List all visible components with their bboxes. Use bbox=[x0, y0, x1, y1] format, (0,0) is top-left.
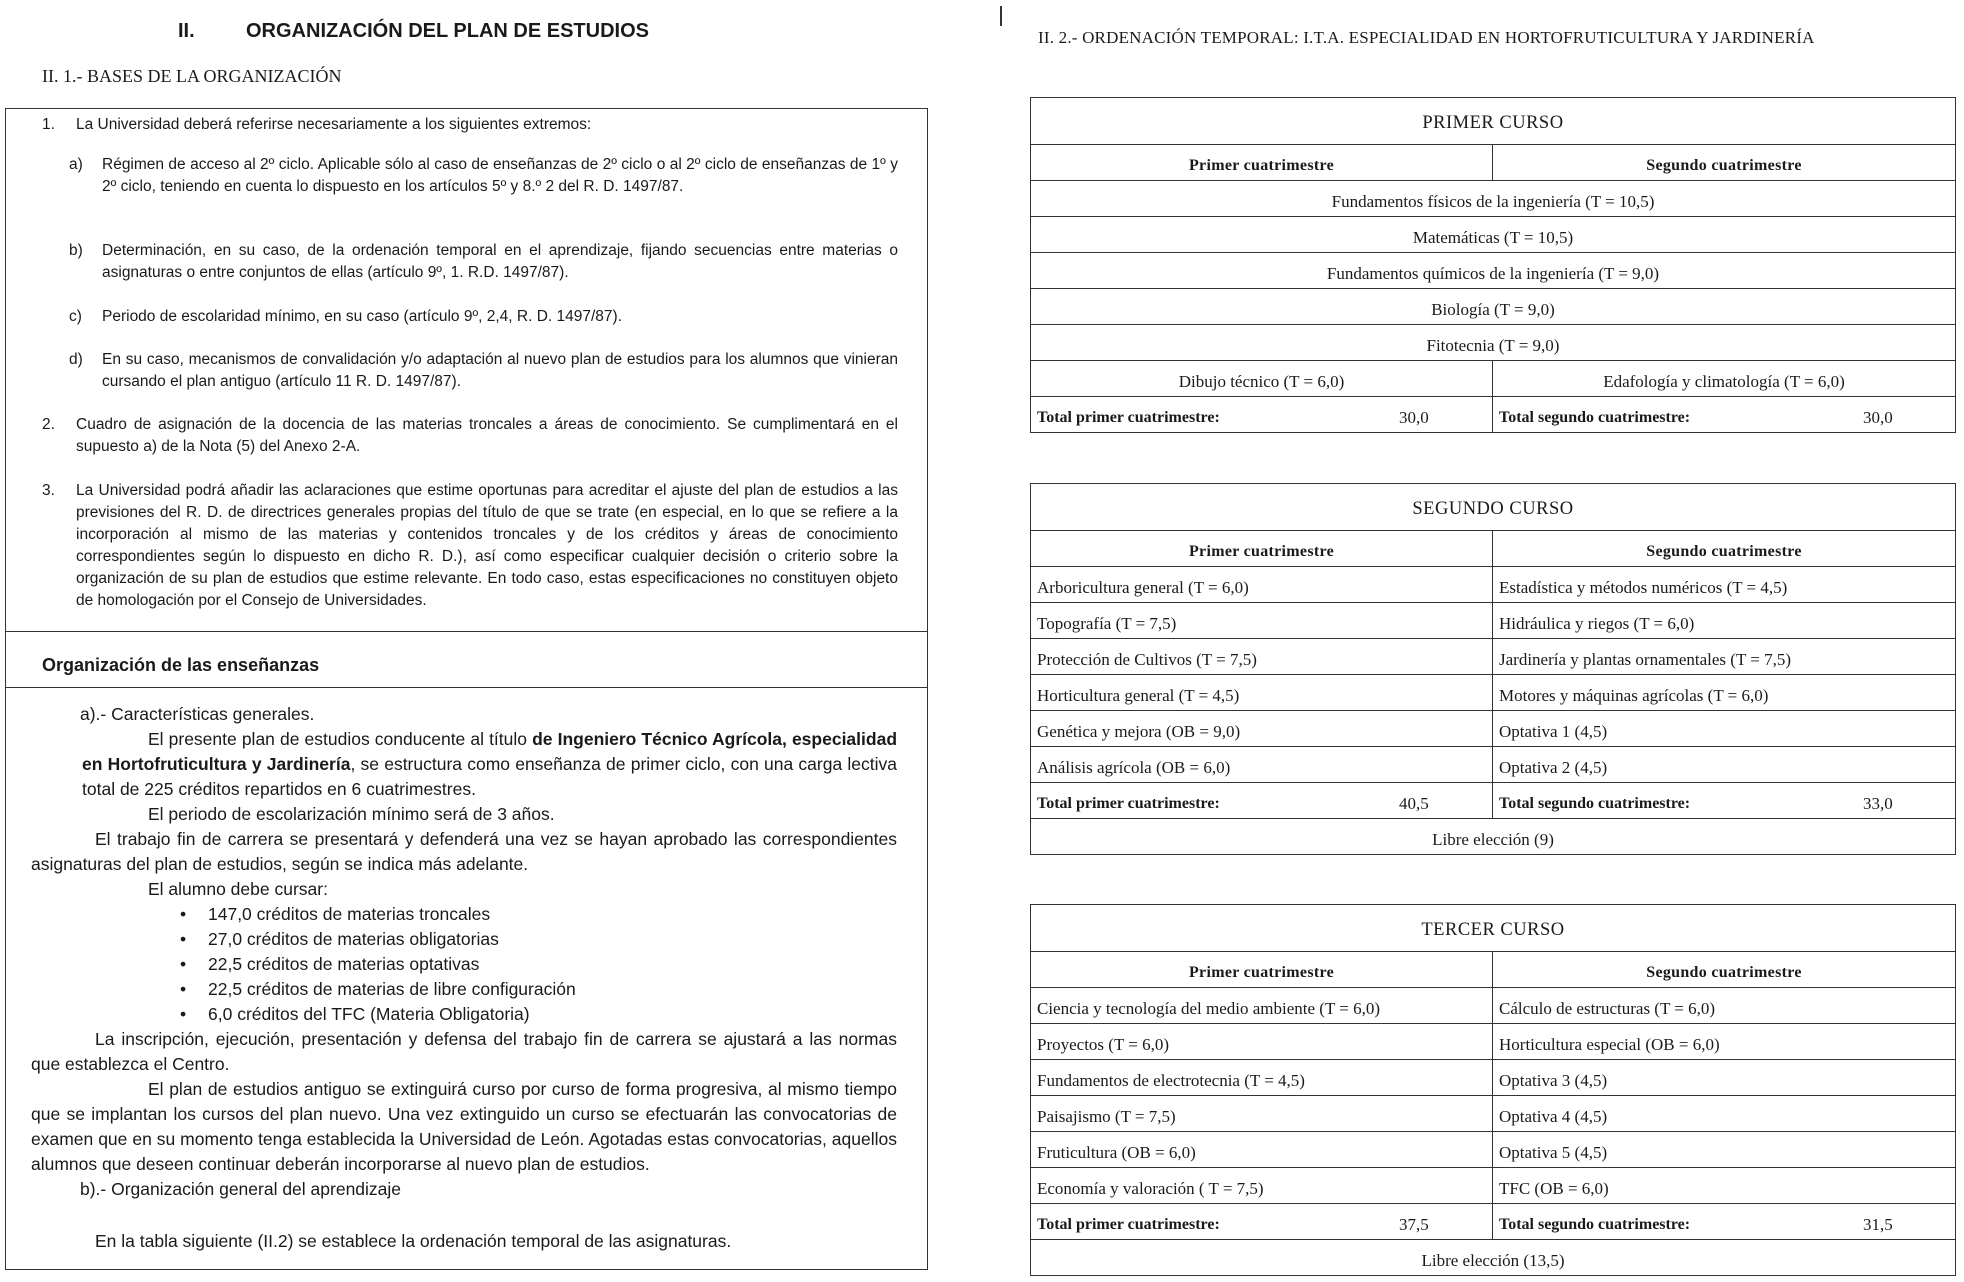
col-header-first-term: Primer cuatrimestre bbox=[1031, 531, 1493, 566]
bullet-item: • 147,0 créditos de materias troncales bbox=[208, 902, 490, 927]
paragraph: El trabajo fin de carrera se presentará y defenderá una vez se hayan aprobado las correspondientes asignaturas del plan de estudios, según se indica más adelante. bbox=[31, 829, 897, 874]
paragraph: La inscripción, ejecución, presentación y defensa del trabajo fin de carrera se ajustará a las normas que establezca el Centro. bbox=[31, 1029, 897, 1074]
subject-cell: TFC (OB = 6,0) bbox=[1499, 1179, 1609, 1198]
subject-cell: Ciencia y tecnología del medio ambiente (T = 6,0) bbox=[1031, 988, 1493, 1023]
subject-cell: Optativa 3 (4,5) bbox=[1499, 1071, 1608, 1090]
scan-mark bbox=[1000, 6, 1002, 26]
subject-cell: Optativa 1 (4,5) bbox=[1499, 722, 1608, 741]
degree-title: de Ingeniero Técnico Agrícola, especialidad en Hortofruticultura y Jardinería bbox=[82, 729, 898, 774]
subject-cell: Fundamentos químicos de la ingeniería (T = 9,0) bbox=[1326, 264, 1660, 283]
item-text: La Universidad podrá añadir las aclaraciones que estime oportunas para acreditar el ajuste del plan de estudios a las previsiones del R. D. de directrices generales propias del título de que se trate (en especial, en lo que se refiere a la incorporación al mismo de las materias y contenidos troncales y de los créditos y áreas de conocimiento correspondientes según lo dispuesto en dicho R. D.), así como especificar cualquier decisión o criterio sobre la organización de su plan de estudios que estime relevante. En todo caso, estas especificaciones no constituyen objeto de homologación por el Consejo de Universidades. bbox=[76, 482, 898, 609]
subject-cell: Matemáticas (T = 10,5) bbox=[1412, 228, 1574, 247]
totals-row bbox=[1031, 783, 1955, 819]
item-text: Cuadro de asignación de la docencia de las materias troncales a áreas de conocimiento. Se cumplimentará en el supuesto a) de la Nota (5) del Anexo 2-A. bbox=[76, 416, 898, 455]
paragraph bbox=[82, 727, 897, 802]
elective-row bbox=[1031, 819, 1955, 854]
subitem-letter: b) bbox=[69, 242, 83, 259]
table-row bbox=[1031, 1096, 1955, 1132]
subject-cell: Optativa 2 (4,5) bbox=[1499, 758, 1608, 777]
table-row bbox=[1031, 253, 1955, 289]
section-title: ORGANIZACIÓN DEL PLAN DE ESTUDIOS bbox=[246, 20, 649, 42]
subitem-letter: c) bbox=[69, 308, 82, 325]
table-row bbox=[1031, 181, 1955, 217]
total-second-term-value: 33,0 bbox=[1863, 794, 1893, 813]
subject-cell: Economía y valoración ( T = 7,5) bbox=[1031, 1168, 1493, 1203]
course-table-third-year bbox=[1030, 904, 1956, 1276]
total-first-term-value: 40,5 bbox=[1399, 794, 1429, 813]
totals-row bbox=[1031, 397, 1955, 432]
total-first-term-label: Total primer cuatrimestre: bbox=[1031, 1204, 1493, 1239]
subitem-letter: a) bbox=[69, 156, 83, 173]
subject-cell: Topografía (T = 7,5) bbox=[1031, 603, 1493, 638]
total-first-term-value: 37,5 bbox=[1399, 1215, 1429, 1234]
table-row bbox=[1031, 1060, 1955, 1096]
table-row bbox=[1031, 289, 1955, 325]
subject-cell: Hidráulica y riegos (T = 6,0) bbox=[1499, 614, 1695, 633]
divider bbox=[6, 631, 927, 632]
table-row bbox=[1031, 747, 1955, 783]
total-second-term-value: 30,0 bbox=[1863, 408, 1893, 427]
table-row bbox=[1031, 217, 1955, 253]
table-row bbox=[1031, 988, 1955, 1024]
subject-cell: Horticultura especial (OB = 6,0) bbox=[1499, 1035, 1720, 1054]
subject-cell: Jardinería y plantas ornamentales (T = 7,5) bbox=[1499, 650, 1792, 669]
bullet-item: • 27,0 créditos de materias obligatorias bbox=[208, 927, 499, 952]
subject-cell: Biología (T = 9,0) bbox=[1431, 300, 1555, 319]
course-title: TERCER CURSO bbox=[1031, 905, 1955, 952]
item-number: 2. bbox=[42, 416, 55, 433]
total-first-term-label: Total primer cuatrimestre: bbox=[1031, 397, 1493, 432]
divider bbox=[6, 687, 927, 688]
column-header-row bbox=[1031, 531, 1955, 567]
subject-cell: Fruticultura (OB = 6,0) bbox=[1031, 1132, 1493, 1167]
course-table-second-year bbox=[1030, 483, 1956, 855]
table-row bbox=[1031, 1132, 1955, 1168]
subject-cell: Cálculo de estructuras (T = 6,0) bbox=[1499, 999, 1716, 1018]
col-header-first-term: Primer cuatrimestre bbox=[1031, 952, 1493, 987]
total-second-term-label: Total segundo cuatrimestre: bbox=[1499, 1216, 1691, 1233]
elective-credits: Libre elección (9) bbox=[1432, 830, 1554, 849]
table-row bbox=[1031, 711, 1955, 747]
table-row bbox=[1031, 325, 1955, 361]
table-row bbox=[1031, 1024, 1955, 1060]
table-row bbox=[1031, 1168, 1955, 1204]
subject-cell: Genética y mejora (OB = 9,0) bbox=[1031, 711, 1493, 746]
subject-cell: Análisis agrícola (OB = 6,0) bbox=[1031, 747, 1493, 782]
course-title: PRIMER CURSO bbox=[1031, 98, 1955, 145]
bullet-item: • 6,0 créditos del TFC (Materia Obligatoria) bbox=[208, 1002, 530, 1027]
subject-cell: Arboricultura general (T = 6,0) bbox=[1031, 567, 1493, 602]
elective-row bbox=[1031, 1240, 1955, 1275]
table-heading: II. 2.- ORDENACIÓN TEMPORAL: I.T.A. ESPECIALIDAD EN HORTOFRUTICULTURA Y JARDINERÍA bbox=[1038, 28, 1815, 47]
paragraph-text: El presente plan de estudios conducente al título bbox=[148, 729, 533, 749]
section-b-title: b).- Organización general del aprendizaje bbox=[80, 1179, 402, 1199]
item-number: 3. bbox=[42, 482, 55, 499]
total-first-term-value: 30,0 bbox=[1399, 408, 1429, 427]
subject-cell: Motores y máquinas agrícolas (T = 6,0) bbox=[1499, 686, 1769, 705]
elective-credits: Libre elección (13,5) bbox=[1421, 1251, 1565, 1270]
total-first-term-label: Total primer cuatrimestre: bbox=[1031, 783, 1493, 818]
paragraph: El alumno debe cursar: bbox=[148, 879, 328, 899]
subject-cell: Edafología y climatología (T = 6,0) bbox=[1603, 372, 1845, 391]
totals-row bbox=[1031, 1204, 1955, 1240]
subitem-letter: d) bbox=[69, 351, 83, 368]
subitem-text: Determinación, en su caso, de la ordenación temporal en el aprendizaje, fijando secuencias entre materias o asignaturas o entre conjuntos de ellas (artículo 9º, 1. R.D. 1497/87). bbox=[102, 242, 898, 281]
table-row bbox=[1031, 675, 1955, 711]
paragraph-text: , se estructura como enseñanza de primer ciclo, con una carga lectiva total de 225 créditos repartidos en 6 cuatrimestres. bbox=[82, 754, 897, 799]
subject-cell: Horticultura general (T = 4,5) bbox=[1031, 675, 1493, 710]
col-header-second-term: Segundo cuatrimestre bbox=[1646, 157, 1802, 174]
subject-cell: Fundamentos físicos de la ingeniería (T = 10,5) bbox=[1331, 192, 1655, 211]
bullet-item: • 22,5 créditos de materias optativas bbox=[208, 952, 479, 977]
total-second-term-value: 31,5 bbox=[1863, 1215, 1893, 1234]
organization-title: Organización de las enseñanzas bbox=[42, 655, 320, 675]
table-row bbox=[1031, 567, 1955, 603]
table-row bbox=[1031, 603, 1955, 639]
total-second-term-label: Total segundo cuatrimestre: bbox=[1499, 795, 1691, 812]
subitem-text: Régimen de acceso al 2º ciclo. Aplicable sólo al caso de enseñanzas de 2º ciclo o al 2º ciclo de enseñanzas de 1º y 2º ciclo, teniendo en cuenta lo dispuesto en los artículos 5º y 8.º 2 del R. D. 1497/87. bbox=[102, 156, 898, 195]
subitem-text: En su caso, mecanismos de convalidación y/o adaptación al nuevo plan de estudios para los alumnos que vinieran cursando el plan antiguo (artículo 11 R. D. 1497/87). bbox=[102, 351, 898, 390]
subitem-text: Periodo de escolaridad mínimo, en su caso (artículo 9º, 2,4, R. D. 1497/87). bbox=[102, 308, 623, 325]
paragraph: En la tabla siguiente (II.2) se establece la ordenación temporal de las asignaturas. bbox=[95, 1231, 732, 1251]
subsection-heading: II. 1.- BASES DE LA ORGANIZACIÓN bbox=[42, 66, 342, 86]
item-number: 1. bbox=[42, 116, 55, 133]
col-header-second-term: Segundo cuatrimestre bbox=[1646, 964, 1802, 981]
subject-cell: Dibujo técnico (T = 6,0) bbox=[1031, 361, 1493, 396]
total-second-term-label: Total segundo cuatrimestre: bbox=[1499, 409, 1691, 426]
subject-cell: Paisajismo (T = 7,5) bbox=[1031, 1096, 1493, 1131]
course-title: SEGUNDO CURSO bbox=[1031, 484, 1955, 531]
course-table-first-year bbox=[1030, 97, 1956, 433]
item-text: La Universidad deberá referirse necesariamente a los siguientes extremos: bbox=[76, 116, 592, 133]
col-header-second-term: Segundo cuatrimestre bbox=[1646, 543, 1802, 560]
subject-cell: Proyectos (T = 6,0) bbox=[1031, 1024, 1493, 1059]
paragraph: El plan de estudios antiguo se extinguirá curso por curso de forma progresiva, al mismo tiempo que se implantan los cursos del plan nuevo. Una vez extinguido un curso se efectuarán las convocatorias de examen que en su momento tenga establecida la Universidad de León. Agotadas estas convocatorias, aquellos alumnos que deseen continuar deberán incorporarse al nuevo plan de estudios. bbox=[31, 1079, 897, 1174]
section-number: II. bbox=[178, 20, 195, 42]
section-a-title: a).- Características generales. bbox=[80, 704, 315, 724]
bullet-item: • 22,5 créditos de materias de libre configuración bbox=[208, 977, 576, 1002]
column-header-row bbox=[1031, 145, 1955, 181]
column-header-row bbox=[1031, 952, 1955, 988]
subject-cell: Protección de Cultivos (T = 7,5) bbox=[1031, 639, 1493, 674]
table-row bbox=[1031, 361, 1955, 397]
subject-cell: Optativa 4 (4,5) bbox=[1499, 1107, 1608, 1126]
section-heading bbox=[178, 20, 649, 43]
table-row bbox=[1031, 639, 1955, 675]
col-header-first-term: Primer cuatrimestre bbox=[1031, 145, 1493, 180]
subject-cell: Fitotecnia (T = 9,0) bbox=[1426, 336, 1560, 355]
subject-cell: Estadística y métodos numéricos (T = 4,5) bbox=[1499, 578, 1788, 597]
paragraph: El periodo de escolarización mínimo será de 3 años. bbox=[148, 804, 555, 824]
subject-cell: Fundamentos de electrotecnia (T = 4,5) bbox=[1031, 1060, 1493, 1095]
subject-cell: Optativa 5 (4,5) bbox=[1499, 1143, 1608, 1162]
